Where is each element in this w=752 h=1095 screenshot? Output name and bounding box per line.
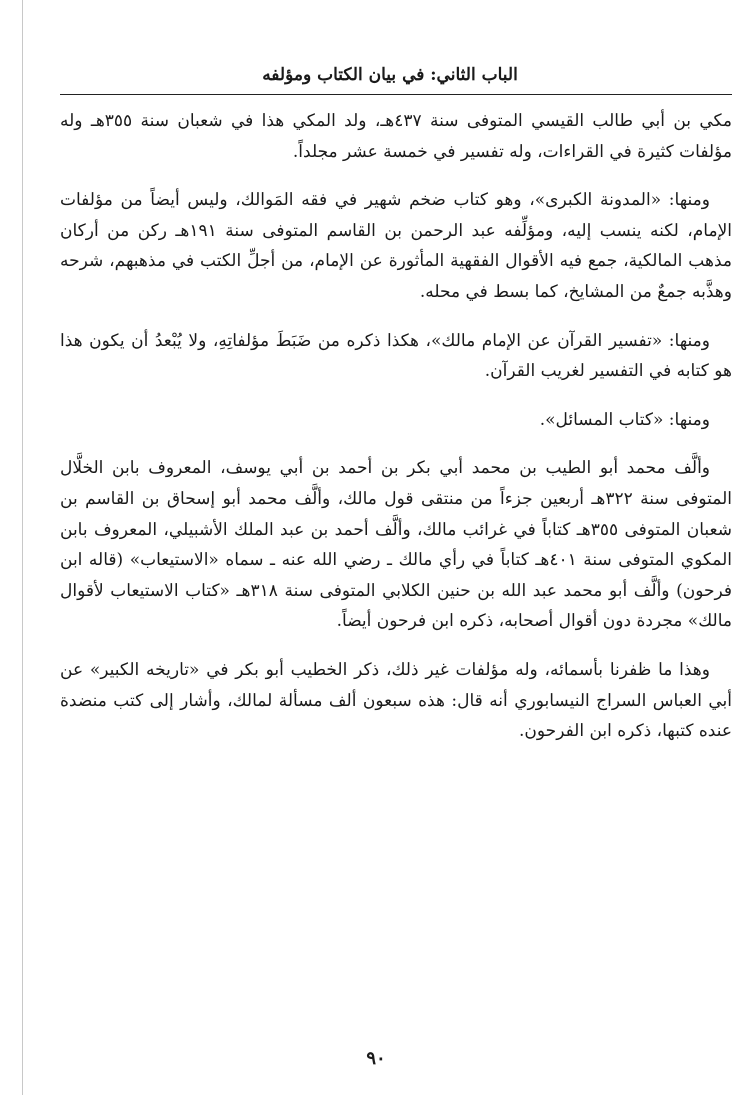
body-text [60, 106, 732, 765]
paragraph-authors: وألَّف محمد أبو الطيب بن محمد أبي بكر بن أحمد بن أبي يوسف، المعروف بابن الخلَّال المتوفى سنة ٣٢٢هـ أربعين جزءاً من منتقى قول مالك، وألَّف محمد أبو إسحاق بن القاسم بن شعبان المتوفى ٣٥٥هـ كتاباً في غرائب مالك، وألَّف أحمد بن عبد الملك الأشبيلي، المعروف بابن المكوي المتوفى سنة ٤٠١هـ كتاباً في رأي مالك ـ رضي الله عنه ـ سماه «الاستيعاب» (قاله ابن فرحون) وألَّف أبو محمد عبد الله بن حنين الكلابي المتوفى سنة ٣١٨هـ «كتاب الاستيعاب لأقوال مالك» مجردة دون أقوال أصحابه، ذكره ابن فرحون أيضاً. [60, 458, 733, 632]
paragraph-closing: وهذا ما ظفرنا بأسمائه، وله مؤلفات غير ذلك، ذكر الخطيب أبو بكر في «تاريخه الكبير» عن أبي العباس السراج النيسابوري أنه قال: هذه سبعون ألف مسألة لمالك، وأشار إلى كتب منضدة عنده كتبها، ذكره ابن الفرحون. [60, 659, 732, 742]
page-number: ٩٠ [366, 1048, 386, 1069]
paragraph-masail: ومنها: «كتاب المسائل». [539, 409, 710, 430]
page-gutter-line [22, 0, 23, 1095]
header-rule [60, 94, 732, 95]
paragraph-tafsir: ومنها: «تفسير القرآن عن الإمام مالك»، هكذا ذكره من ضَبَطَ مؤلفاتِهِ، ولا يُبْعدُ أن يكون هذا هو كتابه في التفسير لغريب القرآن. [60, 330, 732, 382]
paragraph-mudawwana: ومنها: «المدونة الكبرى»، وهو كتاب ضخم شهير في فقه المَوالك، وليس أيضاً من مؤلفات الإمام، لكنه ينسب إليه، ومؤلِّفه عبد الرحمن بن القاسم المتوفى سنة ١٩١هـ ركن من أركان مذهب المالكية، جمع فيه الأقوال الفقهية المأثورة عن الإمام، من أجلِّ الكتب في مذهبهم، شرحه وهذَّبه جمعٌ من المشايخ، كما بسط في محله. [60, 190, 732, 302]
running-header: الباب الثاني: في بيان الكتاب ومؤلفه [262, 65, 518, 85]
paragraph-makki: مكي بن أبي طالب القيسي المتوفى سنة ٤٣٧هـ، ولد المكي هذا في شعبان سنة ٣٥٥هـ وله مؤلفات كثيرة في القراءات، وله تفسير في خمسة عشر مجلداً. [60, 111, 732, 162]
